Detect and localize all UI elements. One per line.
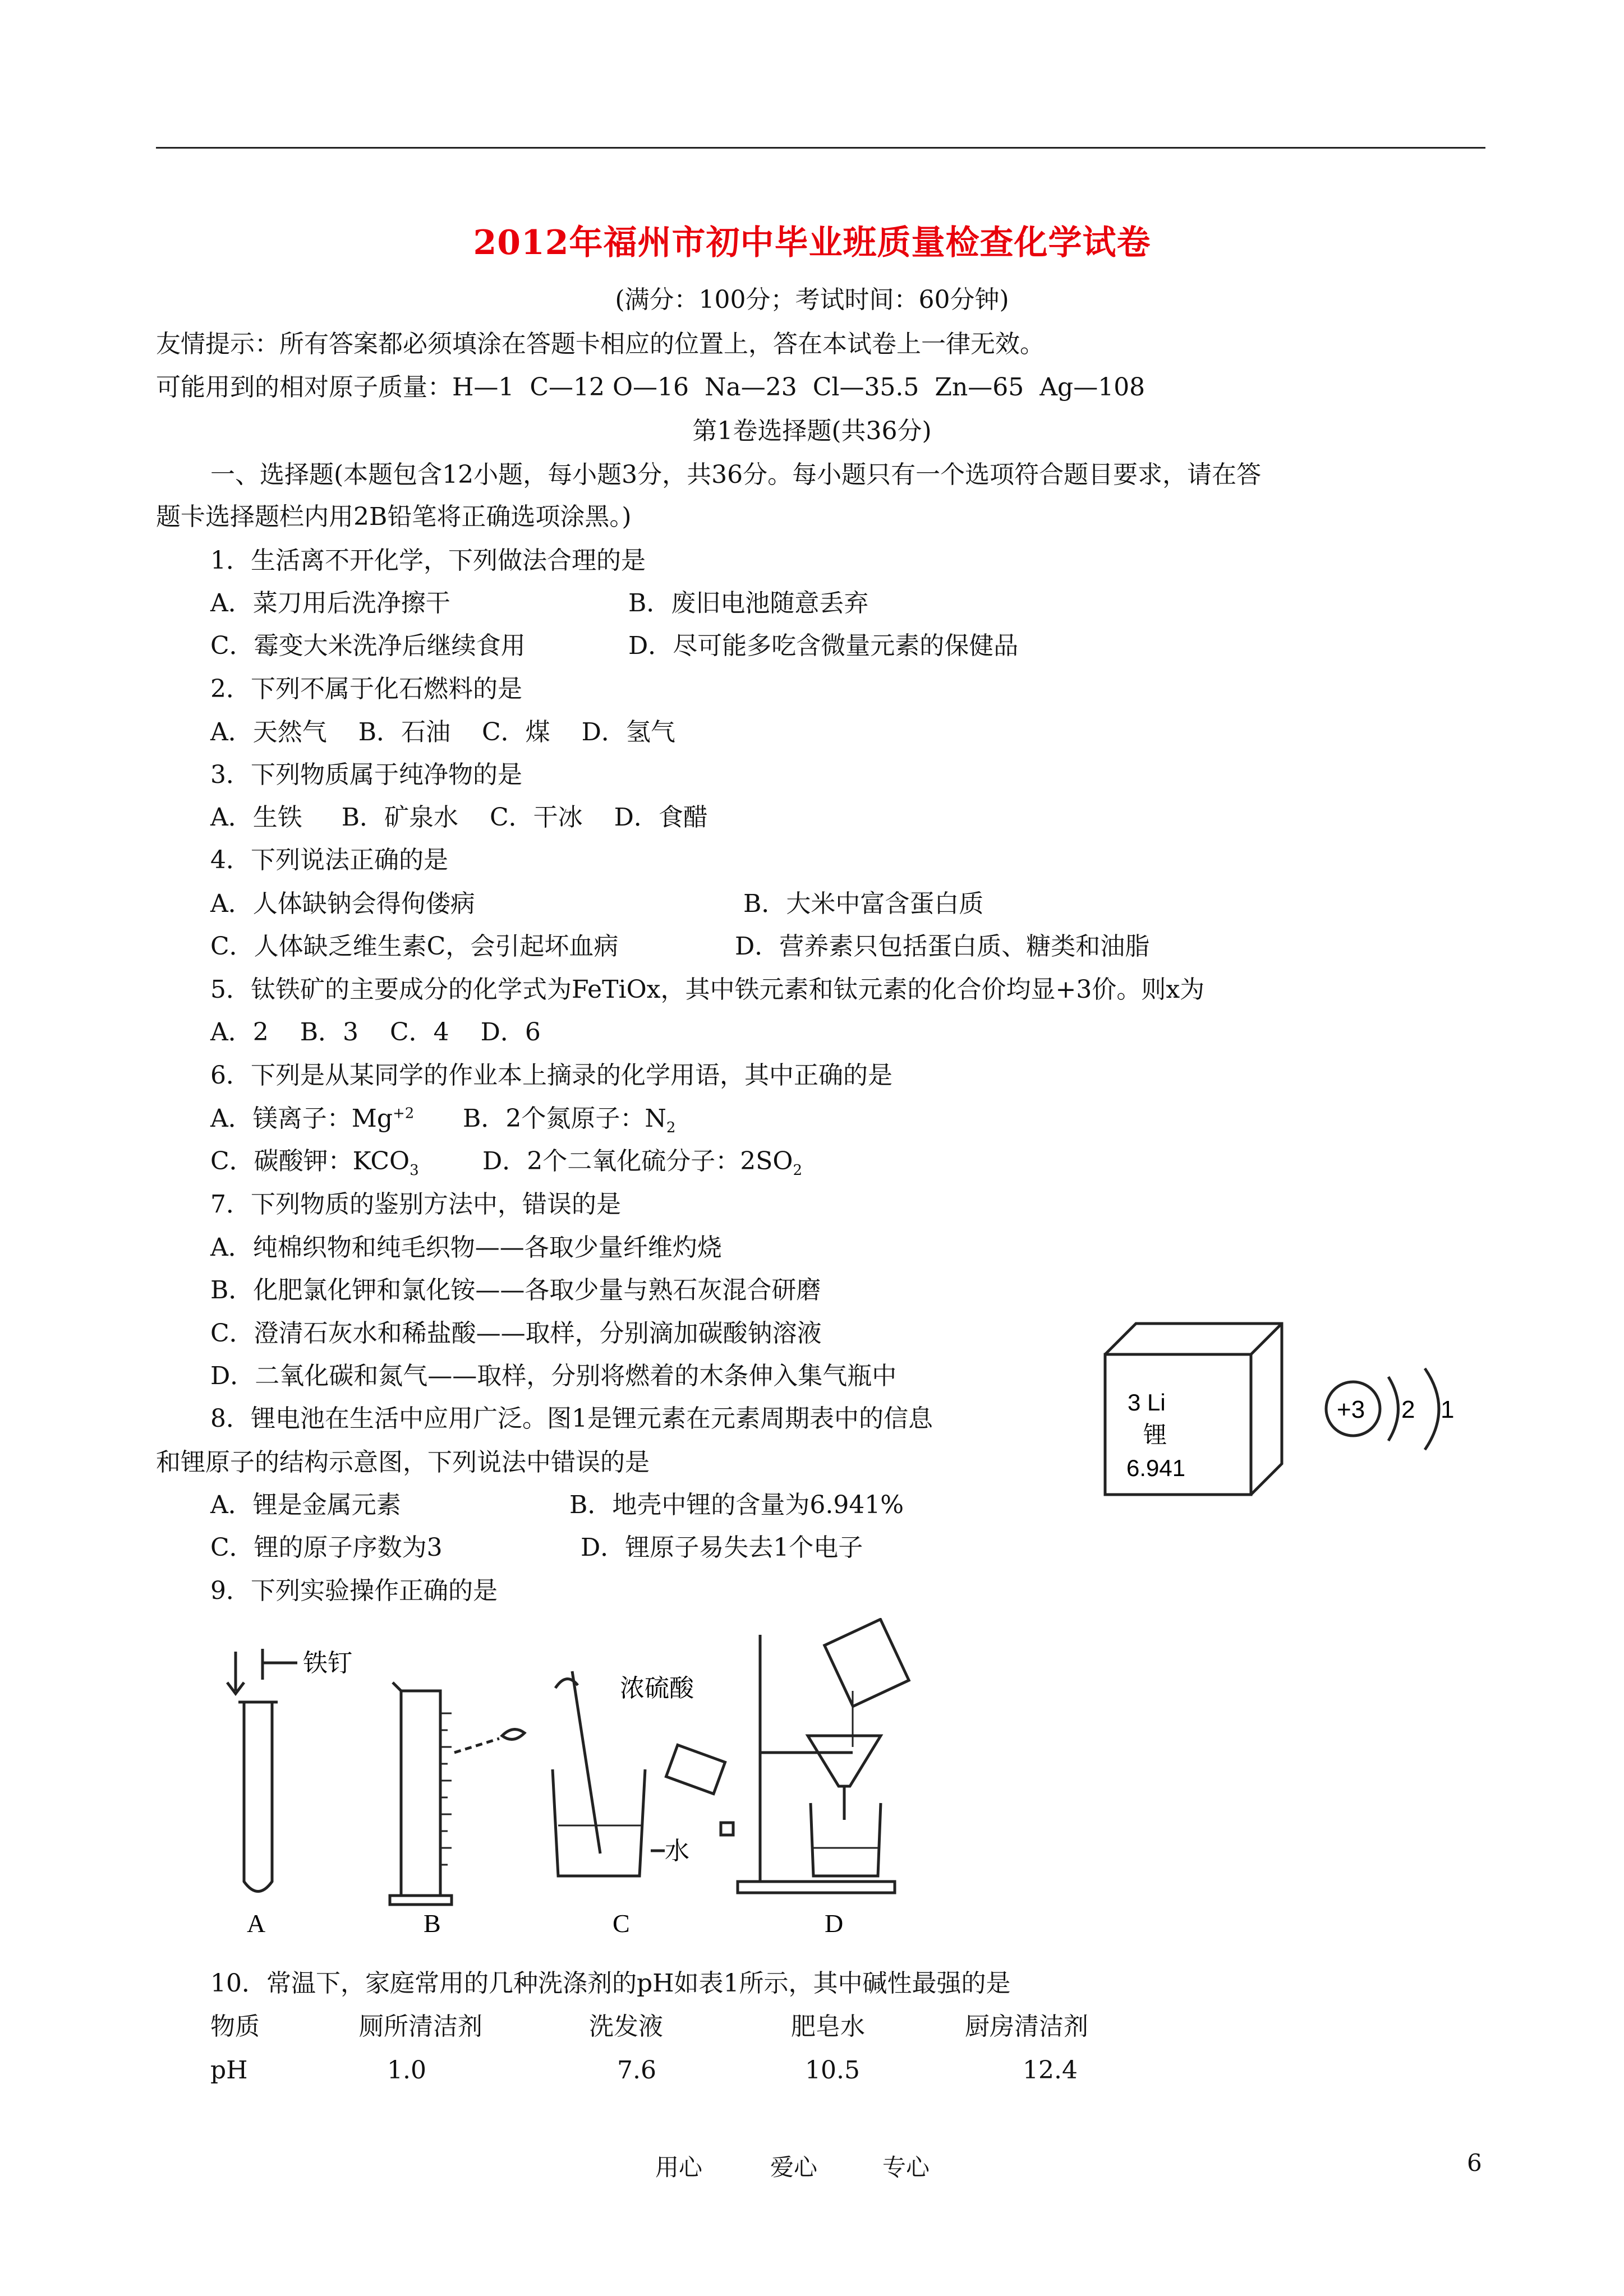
q7-option-a: A．纯棉织物和纯毛织物——各取少量纤维灼烧 (210, 1233, 722, 1262)
ph-header-soap-water: 肥皂水 (791, 2012, 865, 2041)
q6-c-subscript: 3 (410, 1161, 419, 1179)
element-name: 锂 (1143, 1421, 1167, 1449)
q10-stem: 10．常温下，家庭常用的几种洗涤剂的pH如表1所示，其中碱性最强的是 (210, 1969, 1011, 1998)
operation-d-label: D (825, 1909, 844, 1938)
q6-option-a (210, 1102, 414, 1136)
q7-option-d: D．二氧化碳和氮气——取样，分别将燃着的木条伸入集气瓶中 (210, 1362, 897, 1390)
q3-stem: 3．下列物质属于纯净物的是 (210, 760, 522, 789)
q8-option-b: B．地壳中锂的含量为6.941% (569, 1491, 904, 1519)
operation-c-label: C (613, 1909, 630, 1938)
friendly-tip: 友情提示：所有答案都必须填涂在答题卡相应的位置上，答在本试卷上一律无效。 (156, 330, 1045, 358)
element-mass: 6.941 (1126, 1455, 1186, 1481)
operation-a (227, 1649, 297, 1892)
footer-right: 专心 (882, 2154, 930, 2181)
section-title: 第1卷选择题(共36分) (692, 417, 932, 445)
acid-label: 浓硫酸 (620, 1674, 694, 1703)
q6-option-b (463, 1102, 675, 1136)
atomic-masses: 可能用到的相对原子质量：H—1 C—12 O—16 Na—23 Cl—35.5 Zn—65 Ag—108 (156, 373, 1145, 402)
q6-option-d (482, 1145, 802, 1178)
instructions-line-2: 题卡选择题栏内用2B铅笔将正确选项涂黑。) (156, 502, 632, 531)
electron-shell-2 (1425, 1368, 1439, 1450)
page-number: 6 (1467, 2149, 1482, 2177)
nail-label: 铁钉 (303, 1649, 352, 1677)
footer-middle: 爱心 (770, 2154, 818, 2181)
ph-value-soap-water: 10.5 (805, 2056, 860, 2085)
q8-stem-line-1: 8．锂电池在生活中应用广泛。图1是锂元素在元素周期表中的信息 (210, 1404, 933, 1433)
q4-option-b: B．大米中富含蛋白质 (743, 889, 984, 918)
shell-1-count: 2 (1401, 1396, 1415, 1423)
q7-stem: 7．下列物质的鉴别方法中，错误的是 (210, 1190, 621, 1219)
q9-stem: 9．下列实验操作正确的是 (210, 1576, 498, 1605)
q6-option-c (210, 1145, 419, 1178)
q6-b-subscript: 2 (666, 1119, 676, 1136)
ph-value-toilet-cleaner: 1.0 (387, 2056, 426, 2085)
q6-a-charge: +2 (393, 1105, 415, 1122)
ph-value-shampoo: 7.6 (617, 2056, 656, 2085)
q4-stem: 4．下列说法正确的是 (210, 846, 448, 874)
q4-option-c: C．人体缺乏维生素C，会引起坏血病 (210, 932, 619, 961)
operation-b-label: B (424, 1909, 441, 1938)
q6-a-text: A．镁离子：Mg (210, 1104, 393, 1133)
element-number-symbol: 3 Li (1128, 1389, 1166, 1416)
q2-stem: 2．下列不属于化石燃料的是 (210, 675, 522, 703)
q8-option-d: D．锂原子易失去1个电子 (581, 1533, 863, 1562)
operation-d (738, 1619, 909, 1893)
ph-value-kitchen-cleaner: 12.4 (1023, 2056, 1078, 2085)
q7-option-b: B．化肥氯化钾和氯化铵——各取少量与熟石灰混合研磨 (210, 1276, 821, 1304)
ph-header-kitchen-cleaner: 厨房清洁剂 (965, 2012, 1088, 2041)
q6-d-subscript: 2 (793, 1161, 803, 1179)
exam-title: 2012年福州市初中毕业班质量检查化学试卷 (473, 223, 1151, 262)
q8-option-a: A．锂是金属元素 (210, 1491, 401, 1519)
q4-option-a: A．人体缺钠会得佝偻病 (210, 889, 475, 918)
q1-option-a: A．菜刀用后洗净擦干 (210, 589, 450, 617)
footer-left: 用心 (655, 2154, 703, 2181)
ph-header-shampoo: 洗发液 (589, 2012, 663, 2041)
header-rule (156, 147, 1485, 149)
water-label: 水 (665, 1837, 689, 1865)
q8-option-c: C．锂的原子序数为3 (210, 1533, 443, 1562)
q6-c-text: C．碳酸钾：KCO (210, 1147, 410, 1175)
q7-option-c: C．澄清石灰水和稀盐酸——取样，分别滴加碳酸钠溶液 (210, 1319, 822, 1348)
instructions-line-1: 一、选择题(本题包含12小题，每小题3分，共36分。每小题只有一个选项符合题目要求，请在答 (210, 460, 1262, 489)
q6-stem: 6．下列是从某同学的作业本上摘录的化学用语，其中正确的是 (210, 1061, 892, 1090)
q1-stem: 1．生活离不开化学，下列做法合理的是 (210, 546, 646, 575)
q1-option-b: B．废旧电池随意丢弃 (628, 589, 869, 617)
q6-d-text: D．2个二氧化硫分子：2SO (482, 1147, 793, 1175)
q1-option-c: C．霉变大米洗净后继续食用 (210, 631, 526, 660)
nucleus-charge: +3 (1337, 1396, 1365, 1423)
q3-options: A．生铁 B．矿泉水 C．干冰 D．食醋 (210, 803, 708, 832)
ph-row-label: pH (210, 2056, 248, 2085)
ph-header-toilet-cleaner: 厕所清洁剂 (359, 2012, 482, 2041)
operation-b (390, 1682, 525, 1905)
shell-2-count: 1 (1441, 1396, 1455, 1423)
electron-shell-1 (1388, 1377, 1398, 1441)
q2-options: A．天然气 B．石油 C．煤 D．氢气 (210, 718, 675, 746)
q8-stem-line-2: 和锂原子的结构示意图，下列说法中错误的是 (156, 1448, 650, 1477)
q6-b-text: B．2个氮原子：N (463, 1104, 666, 1133)
score-time: (满分：100分；考试时间：60分钟) (615, 285, 1009, 314)
ph-header-substance: 物质 (210, 2012, 260, 2041)
lithium-figure (1094, 1315, 1487, 1506)
q4-option-d: D．营养素只包括蛋白质、糖类和油脂 (735, 932, 1150, 961)
q5-options: A．2 B．3 C．4 D．6 (210, 1018, 541, 1046)
lab-operations-figure (208, 1618, 1105, 1949)
q1-option-d: D．尽可能多吃含微量元素的保健品 (628, 631, 1019, 660)
q5-stem: 5．钛铁矿的主要成分的化学式为FeTiOx，其中铁元素和钛元素的化合价均显+3价。则x为 (210, 975, 1205, 1004)
operation-a-label: A (247, 1909, 266, 1938)
